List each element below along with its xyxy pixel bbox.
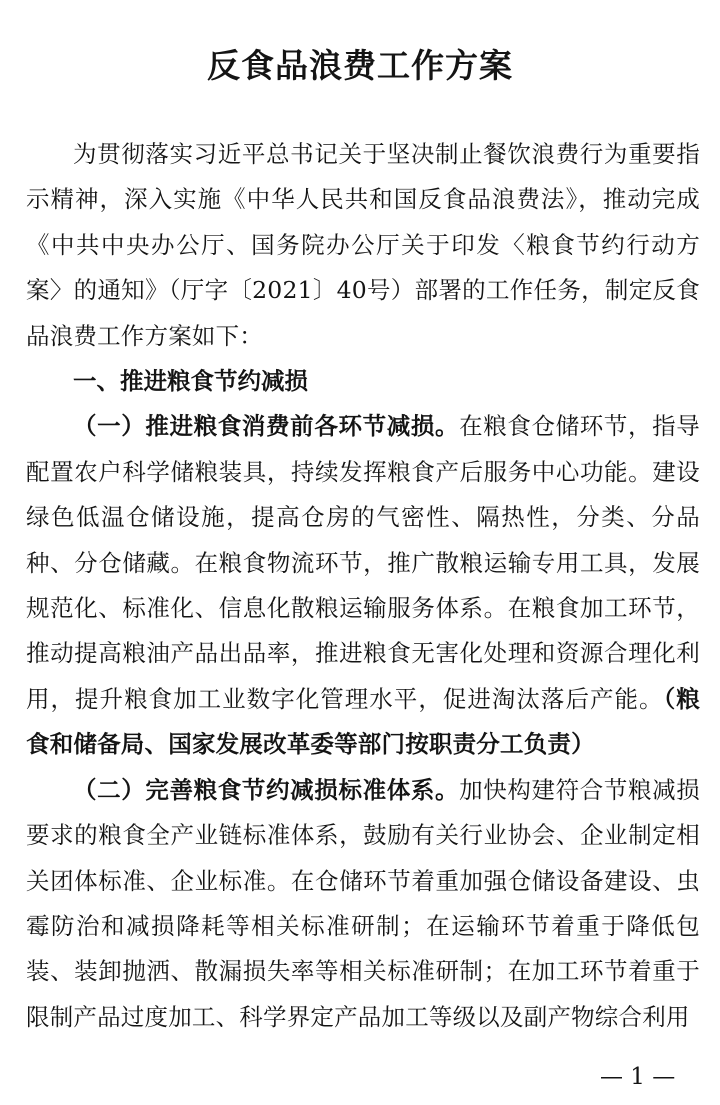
document-body xyxy=(26,132,700,1040)
item-1-responsibility: （粮食和储备局、国家发展改革委等部门按职责分工负责） xyxy=(26,684,701,759)
item-1-paragraph xyxy=(26,404,700,767)
intro-paragraph: 为贯彻落实习近平总书记关于坚决制止餐饮浪费行为重要指示精神，深入实施《中华人民共和国反食品浪费法》，推动完成《中共中央办公厅、国务院办公厅关于印发〈粮食节约行动方案〉的通知》（厅字〔2021〕40号）部署的工作任务，制定反食品浪费工作方案如下： xyxy=(26,140,700,350)
item-1-lead: （一）推进粮食消费前各环节减损。 xyxy=(73,412,460,441)
section-heading-1: 一、推进粮食节约减损 xyxy=(73,367,308,396)
item-1-text: 在粮食仓储环节，指导配置农户科学储粮装具，持续发挥粮食产后服务中心功能。建设绿色低温仓储设施，提高仓房的气密性、隔热性，分类、分品种、分仓储藏。在粮食物流环节，推广散粮运输专用工具，发展规范化、标准化、信息化散粮运输服务体系。在粮食加工环节，推动提高粮油产品出品率，推进粮食无害化处理和资源合理化利用，提升粮食加工业数字化管理水平，促进淘汰落后产能。 xyxy=(26,412,700,713)
page-number: — 1 — xyxy=(600,1064,676,1090)
item-2-lead: （二）完善粮食节约减损标准体系。 xyxy=(73,775,460,804)
item-2-paragraph xyxy=(26,768,700,1040)
document-title: 反食品浪费工作方案 xyxy=(207,46,513,85)
item-2-text: 加快构建符合节粮减损要求的粮食全产业链标准体系，鼓励有关行业协会、企业制定相关团体标准、企业标准。在仓储环节着重加强仓储设备建设、虫霉防治和减损降耗等相关标准研制；在运输环节着重于降低包装、装卸抛洒、散漏损失率等相关标准研制；在加工环节着重于限制产品过度加工、科学界定产品加工等级以及副产物综合利用 xyxy=(26,775,700,1031)
